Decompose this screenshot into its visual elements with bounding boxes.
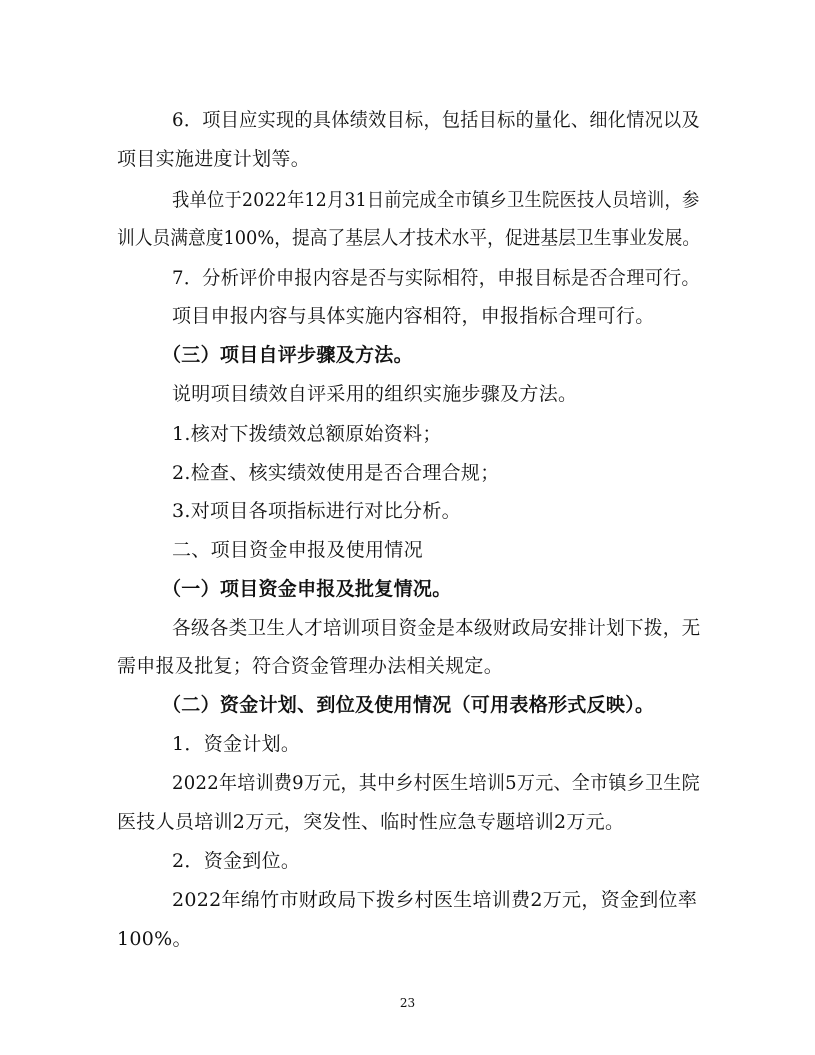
section-heading: （二）资金计划、到位及使用情况（可用表格形式反映）。 — [162, 694, 655, 716]
text-line: 6．项目应实现的具体绩效目标，包括目标的量化、细化情况以及 — [172, 109, 700, 131]
text-line: 2022年绵竹市财政局下拨乡村医生培训费2万元，资金到位率 — [172, 889, 698, 911]
list-item: 2.检查、核实绩效使用是否合理合规； — [172, 462, 500, 484]
text-line: 各级各类卫生人才培训项目资金是本级财政局安排计划下拨，无 — [172, 617, 701, 639]
text-line: 7．分析评价申报内容是否与实际相符，申报目标是否合理可行。 — [172, 267, 700, 289]
text-line: 100%。 — [117, 928, 192, 950]
list-item: 1.核对下拨绩效总额原始资料； — [172, 423, 442, 445]
text-line: 1．资金计划。 — [172, 733, 301, 755]
text-line: 2．资金到位。 — [172, 850, 301, 872]
text-line: 我单位于2022年12月31日前完成全市镇乡卫生院医技人员培训，参 — [172, 189, 700, 211]
section-heading: （三）项目自评步骤及方法。 — [162, 344, 413, 366]
text-line: 项目申报内容与具体实施内容相符，申报指标合理可行。 — [172, 305, 655, 327]
page-number: 23 — [399, 996, 416, 1010]
text-line: 说明项目绩效自评采用的组织实施步骤及方法。 — [172, 383, 578, 405]
text-line: 需申报及批复；符合资金管理办法相关规定。 — [117, 655, 504, 677]
text-line: 项目实施进度计划等。 — [117, 148, 311, 170]
text-line: 医技人员培训2万元，突发性、临时性应急专题培训2万元。 — [117, 811, 625, 833]
section-heading: （一）项目资金申报及批复情况。 — [162, 578, 452, 600]
list-item: 3.对项目各项指标进行对比分析。 — [172, 500, 461, 522]
section-heading: 二、项目资金申报及使用情况 — [172, 539, 423, 561]
text-line: 2022年培训费9万元，其中乡村医生培训5万元、全市镇乡卫生院 — [172, 772, 700, 794]
text-line: 训人员满意度100%，提高了基层人才技术水平，促进基层卫生事业发展。 — [117, 227, 701, 249]
